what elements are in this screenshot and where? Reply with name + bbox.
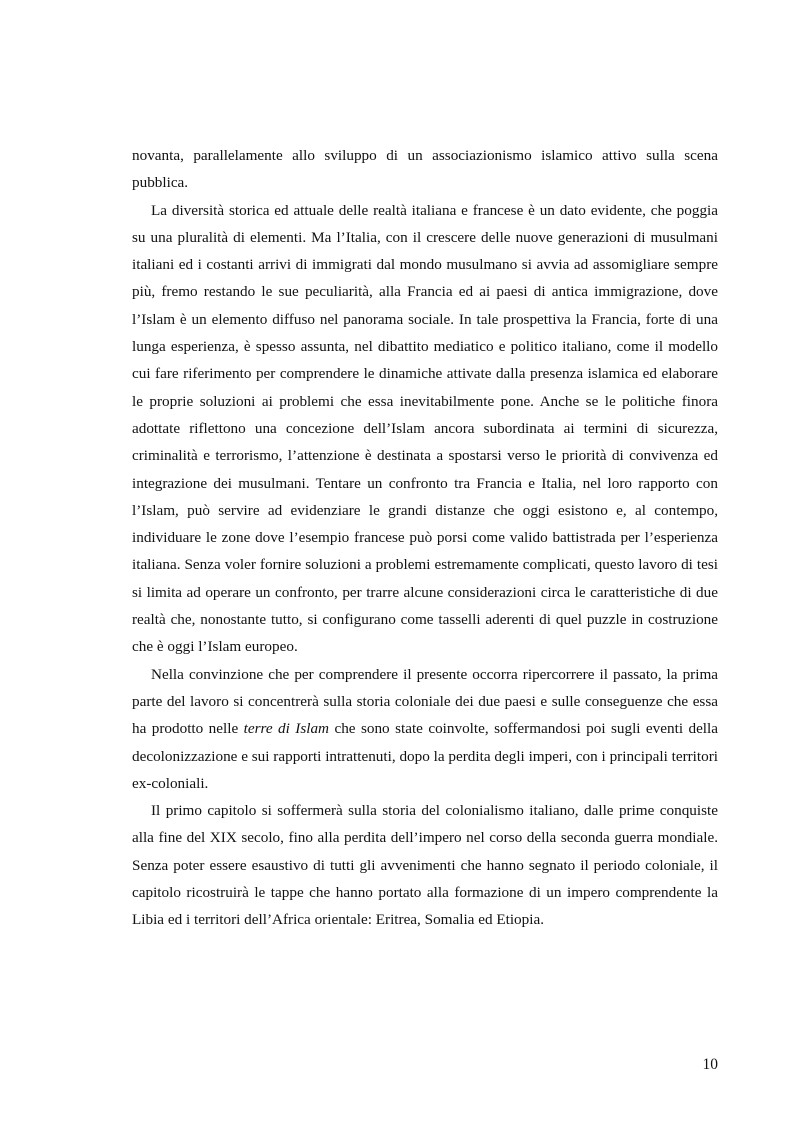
paragraph — [132, 661, 718, 797]
body-text — [132, 142, 718, 934]
paragraph — [132, 197, 718, 661]
paragraph-text: Nella convinzione che per comprendere il presente occorra ripercorrere il passato, la prima parte del lavoro si concentrerà sulla storia coloniale dei due paesi e sulle conseguenze che essa ha prodotto nelle — [132, 665, 718, 738]
paragraph — [132, 797, 718, 933]
paragraph-text: che sono state coinvolte, soffermandosi poi sugli eventi della decolonizzazione e sui rapporti intrattenuti, dopo la perdita degli imperi, con i principali territori ex-coloniali. — [132, 720, 718, 792]
page-number: 10 — [702, 1056, 718, 1073]
italic-phrase: terre di Islam — [243, 720, 330, 738]
paragraph-text: La diversità storica ed attuale delle realtà italiana e francese è un dato evidente, che poggia su una pluralità di elementi. Ma l’Italia, con il crescere delle nuove generazioni di musulmani italiani ed i costanti arrivi di immigrati dal mondo musulmano si avvia ad assomigliare sempre più, fremo restando le sue peculiarità, alla Francia ed ai paesi di antica immigrazione, dove l’Islam è un elemento diffuso nel panorama sociale. In tale prospettiva la Francia, forte di una lunga esperienza, è spesso assunta, nel dibattito mediatico e politico italiano, come il modello cui fare riferimento per comprendere le dinamiche attivate dalla presenza islamica ed elaborare le proprie soluzioni ai problemi che essa inevitabilmente pone. Anche se le politiche finora adottate riflettono una concezione dell’Islam ancora subordinata ai termini di sicurezza, criminalità e terrorismo, l’attenzione è destinata a spostarsi verso le priorità di convivenza ed integrazione dei musulmani. Tentare un confronto tra Francia e Italia, nel loro rapporto con l’Islam, può servire ad evidenziare le grandi distanze che oggi esistono e, al contempo, individuare le zone dove l’esempio francese può porsi come valido battistrada per l’esperienza italiana. Senza voler fornire soluzioni a problemi estremamente complicati, questo lavoro di tesi si limita ad operare un confronto, per trarre alcune considerazioni circa le caratteristiche di due realtà che, nonostante tutto, si configurano come tasselli aderenti di quel puzzle in costruzione che è oggi l’Islam europeo. — [132, 201, 718, 656]
paragraph-text: novanta, parallelamente allo sviluppo di un associazionismo islamico attivo sulla scena pubblica. — [132, 147, 718, 192]
paragraph-text: Il primo capitolo si soffermerà sulla storia del colonialismo italiano, dalle prime conquiste alla fine del XIX secolo, fino alla perdita dell’impero nel corso della seconda guerra mondiale. Senza poter essere esaustivo di tutti gli avvenimenti che hanno segnato il periodo coloniale, il capitolo ricostruirà le tappe che hanno portato alla formazione di un impero comprendente la Libia ed i territori dell’Africa orientale: Eritrea, Somalia ed Etiopia. — [132, 802, 718, 929]
paragraph — [132, 142, 718, 197]
